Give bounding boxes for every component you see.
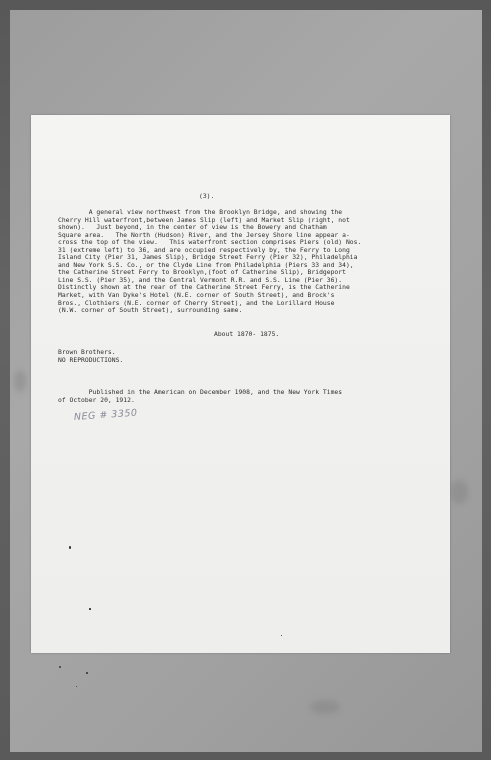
body-line: (N.W. corner of South Street), surrounding same. bbox=[58, 307, 243, 315]
body-line: 31 (extreme left) to 36, and are occupied respectively by, the Ferry to Long bbox=[58, 246, 350, 254]
dust-speck bbox=[86, 672, 88, 674]
body-line: the Catherine Street Ferry to Brooklyn,(foot of Catherine Slip), Bridgeport bbox=[58, 269, 346, 277]
body-line: Market, with Van Dyke's Hotel (N.E. corner of South Street), and Brock's bbox=[58, 292, 335, 300]
date-line: About 1870- 1875. bbox=[214, 331, 280, 338]
body-line: Distinctly shown at the rear of the Catherine Street Ferry, is the Catherine bbox=[58, 284, 350, 292]
dust-speck bbox=[59, 666, 61, 668]
body-line: cross the top of the view. This waterfront section comprises Piers (old) Nos. bbox=[58, 239, 362, 247]
body-paragraph bbox=[58, 209, 361, 315]
body-line: Bros., Clothiers (N.E. corner of Cherry Street), and the Lorillard House bbox=[58, 299, 335, 307]
body-line: Cherry Hill waterfront,between James Slip (left) and Market Slip (right, not bbox=[58, 216, 350, 224]
dust-speck bbox=[76, 686, 77, 687]
board-stain bbox=[450, 480, 468, 504]
dust-speck bbox=[281, 635, 282, 636]
handwritten-negative-number: NEG # 3350 bbox=[73, 407, 138, 423]
credit-line: Brown Brothers. bbox=[58, 349, 116, 356]
publication-line: Published in the American on December 1908, and the New York Times bbox=[58, 389, 343, 396]
publication-note bbox=[58, 389, 342, 404]
board-stain bbox=[310, 700, 340, 714]
dust-speck bbox=[69, 546, 71, 549]
body-line: Line S.S. (Pier 35), and the Central Vermont R.R. and S.S. Line (Pier 36). bbox=[58, 276, 343, 284]
dust-speck bbox=[89, 608, 91, 610]
board-stain bbox=[14, 370, 26, 392]
body-line: Square area. The North (Hudson) River, and the Jersey Shore line appear a- bbox=[58, 231, 350, 239]
body-line: shown). Just beyond, in the center of view is the Bowery and Chatham bbox=[58, 224, 327, 232]
credit-block bbox=[58, 349, 123, 364]
body-line: A general view northwest from the Brooklyn Bridge, and showing the bbox=[58, 209, 343, 216]
credit-line: NO REPRODUCTIONS. bbox=[58, 356, 124, 364]
body-line: Island City (Pier 31, James Slip), Bridge Street Ferry (Pier 32), Philadelphia bbox=[58, 254, 358, 262]
page-number: (3). bbox=[199, 193, 215, 200]
publication-line: of October 20, 1912. bbox=[58, 396, 135, 404]
body-line: and New York S.S. Co., or the Clyde Line from Philadelphia (Piers 33 and 34), bbox=[58, 261, 354, 269]
document-page bbox=[31, 115, 450, 653]
